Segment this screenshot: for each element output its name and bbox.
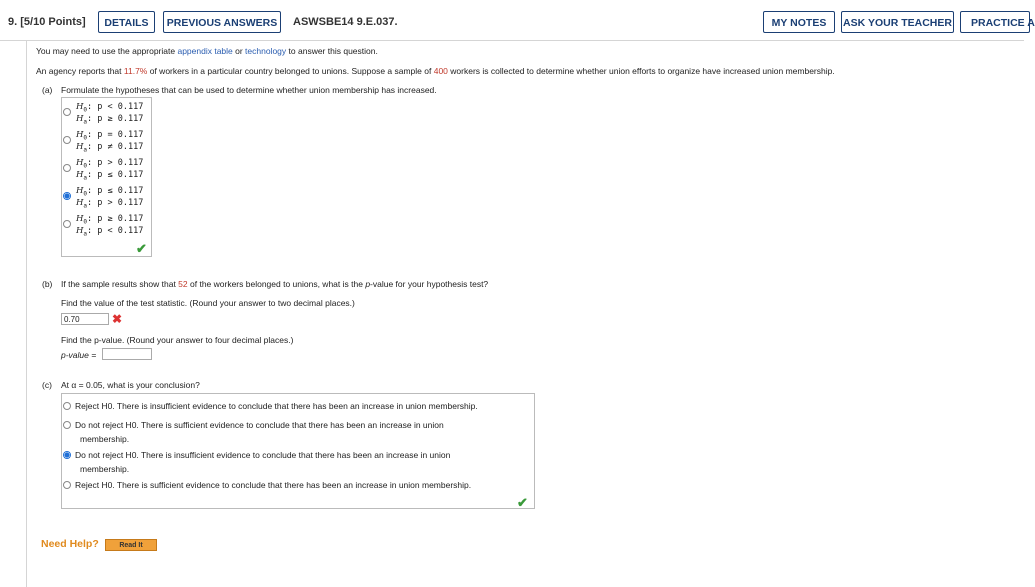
question-code: ASWSBE14 9.E.037. bbox=[293, 16, 398, 28]
part-c-label: (c) bbox=[42, 380, 52, 390]
technology-link[interactable]: technology bbox=[245, 46, 287, 56]
conclusion-option-text: membership. bbox=[80, 464, 130, 474]
alternative-hypothesis: $H_a$: p > 0.117 bbox=[76, 198, 144, 210]
incorrect-x-icon: ✖ bbox=[112, 312, 123, 326]
alternative-hypothesis: $H_a$: p < 0.117 bbox=[76, 226, 144, 238]
p-value-label: p-value = bbox=[61, 350, 97, 360]
conclusion-option-radio[interactable] bbox=[63, 421, 71, 429]
hypothesis-option-radio[interactable] bbox=[63, 136, 71, 144]
question-header bbox=[0, 0, 1035, 41]
conclusion-option-text: membership. bbox=[80, 434, 130, 444]
union-percentage: 11.7% bbox=[123, 66, 148, 76]
conclusion-option-text: Reject H0. There is sufficient evidence to conclude that there has been an increase in union membership. bbox=[75, 480, 472, 490]
part-c-correct-check-icon: ✔ bbox=[517, 495, 528, 510]
null-hypothesis: $H_0$: p ≥ 0.117 bbox=[76, 214, 144, 226]
conclusion-option-radio[interactable] bbox=[63, 402, 71, 410]
conclusion-option-text: Do not reject H0. There is insufficient evidence to conclude that there has been an increase in union bbox=[75, 450, 451, 460]
test-statistic-input[interactable]: 0.70 bbox=[61, 313, 109, 325]
p-value-input[interactable] bbox=[102, 348, 152, 360]
part-b-label: (b) bbox=[42, 279, 53, 289]
null-hypothesis: $H_0$: p < 0.117 bbox=[76, 102, 144, 114]
p-value-prompt: Find the p-value. (Round your answer to four decimal places.) bbox=[61, 335, 294, 345]
hypothesis-option-radio[interactable] bbox=[63, 108, 71, 116]
question-number: 9. bbox=[8, 16, 18, 28]
previous-answers-button[interactable]: PREVIOUS ANSWERS bbox=[163, 11, 281, 33]
practice-another-button[interactable]: PRACTICE A bbox=[960, 11, 1030, 33]
appendix-table-link[interactable]: appendix table bbox=[177, 46, 233, 56]
sample-size: 400 bbox=[433, 66, 448, 76]
points: [5/10 Points] bbox=[20, 16, 86, 28]
conclusion-option-text: Reject H0. There is insufficient evidence to conclude that there has been an increase in union membership. bbox=[75, 401, 478, 411]
my-notes-button[interactable]: MY NOTES bbox=[763, 11, 835, 33]
part-a-correct-check-icon: ✔ bbox=[136, 241, 147, 256]
question-number-and-points bbox=[8, 16, 86, 28]
need-help-label: Need Help? bbox=[41, 538, 99, 550]
hypothesis-option-radio[interactable] bbox=[63, 192, 71, 200]
part-a-prompt: Formulate the hypotheses that can be used to determine whether union membership has increased. bbox=[61, 85, 437, 95]
read-it-button[interactable]: Read It bbox=[105, 539, 157, 551]
null-hypothesis: $H_0$: p ≤ 0.117 bbox=[76, 186, 144, 198]
test-statistic-prompt: Find the value of the test statistic. (Round your answer to two decimal places.) bbox=[61, 298, 355, 308]
problem-statement: An agency reports that 11.7% of workers in a particular country belonged to unions. Suppose a sample of 400 workers is collected to determine whether union efforts to organize have increased union membership. bbox=[36, 66, 835, 76]
alternative-hypothesis: $H_a$: p ≤ 0.117 bbox=[76, 170, 144, 182]
null-hypothesis: $H_0$: p = 0.117 bbox=[76, 130, 144, 142]
details-button[interactable]: DETAILS bbox=[98, 11, 155, 33]
hypothesis-option-radio[interactable] bbox=[63, 220, 71, 228]
alternative-hypothesis: $H_a$: p ≠ 0.117 bbox=[76, 142, 144, 154]
part-c-prompt: At α = 0.05, what is your conclusion? bbox=[61, 380, 200, 390]
intro-text: You may need to use the appropriate appendix table or technology to answer this question. bbox=[36, 46, 378, 56]
alternative-hypothesis: $H_a$: p ≥ 0.117 bbox=[76, 114, 144, 126]
conclusion-option-radio[interactable] bbox=[63, 451, 71, 459]
hypothesis-option-radio[interactable] bbox=[63, 164, 71, 172]
conclusion-option-radio[interactable] bbox=[63, 481, 71, 489]
ask-your-teacher-button[interactable]: ASK YOUR TEACHER bbox=[841, 11, 954, 33]
union-count: 52 bbox=[178, 279, 188, 289]
conclusion-option-text: Do not reject H0. There is sufficient evidence to conclude that there has been an increase in union bbox=[75, 420, 444, 430]
part-a-label: (a) bbox=[42, 85, 53, 95]
part-b-prompt: If the sample results show that 52 of the workers belonged to unions, what is the p-value for your hypothesis test? bbox=[61, 279, 489, 289]
null-hypothesis: $H_0$: p > 0.117 bbox=[76, 158, 144, 170]
question-body bbox=[26, 40, 1025, 587]
